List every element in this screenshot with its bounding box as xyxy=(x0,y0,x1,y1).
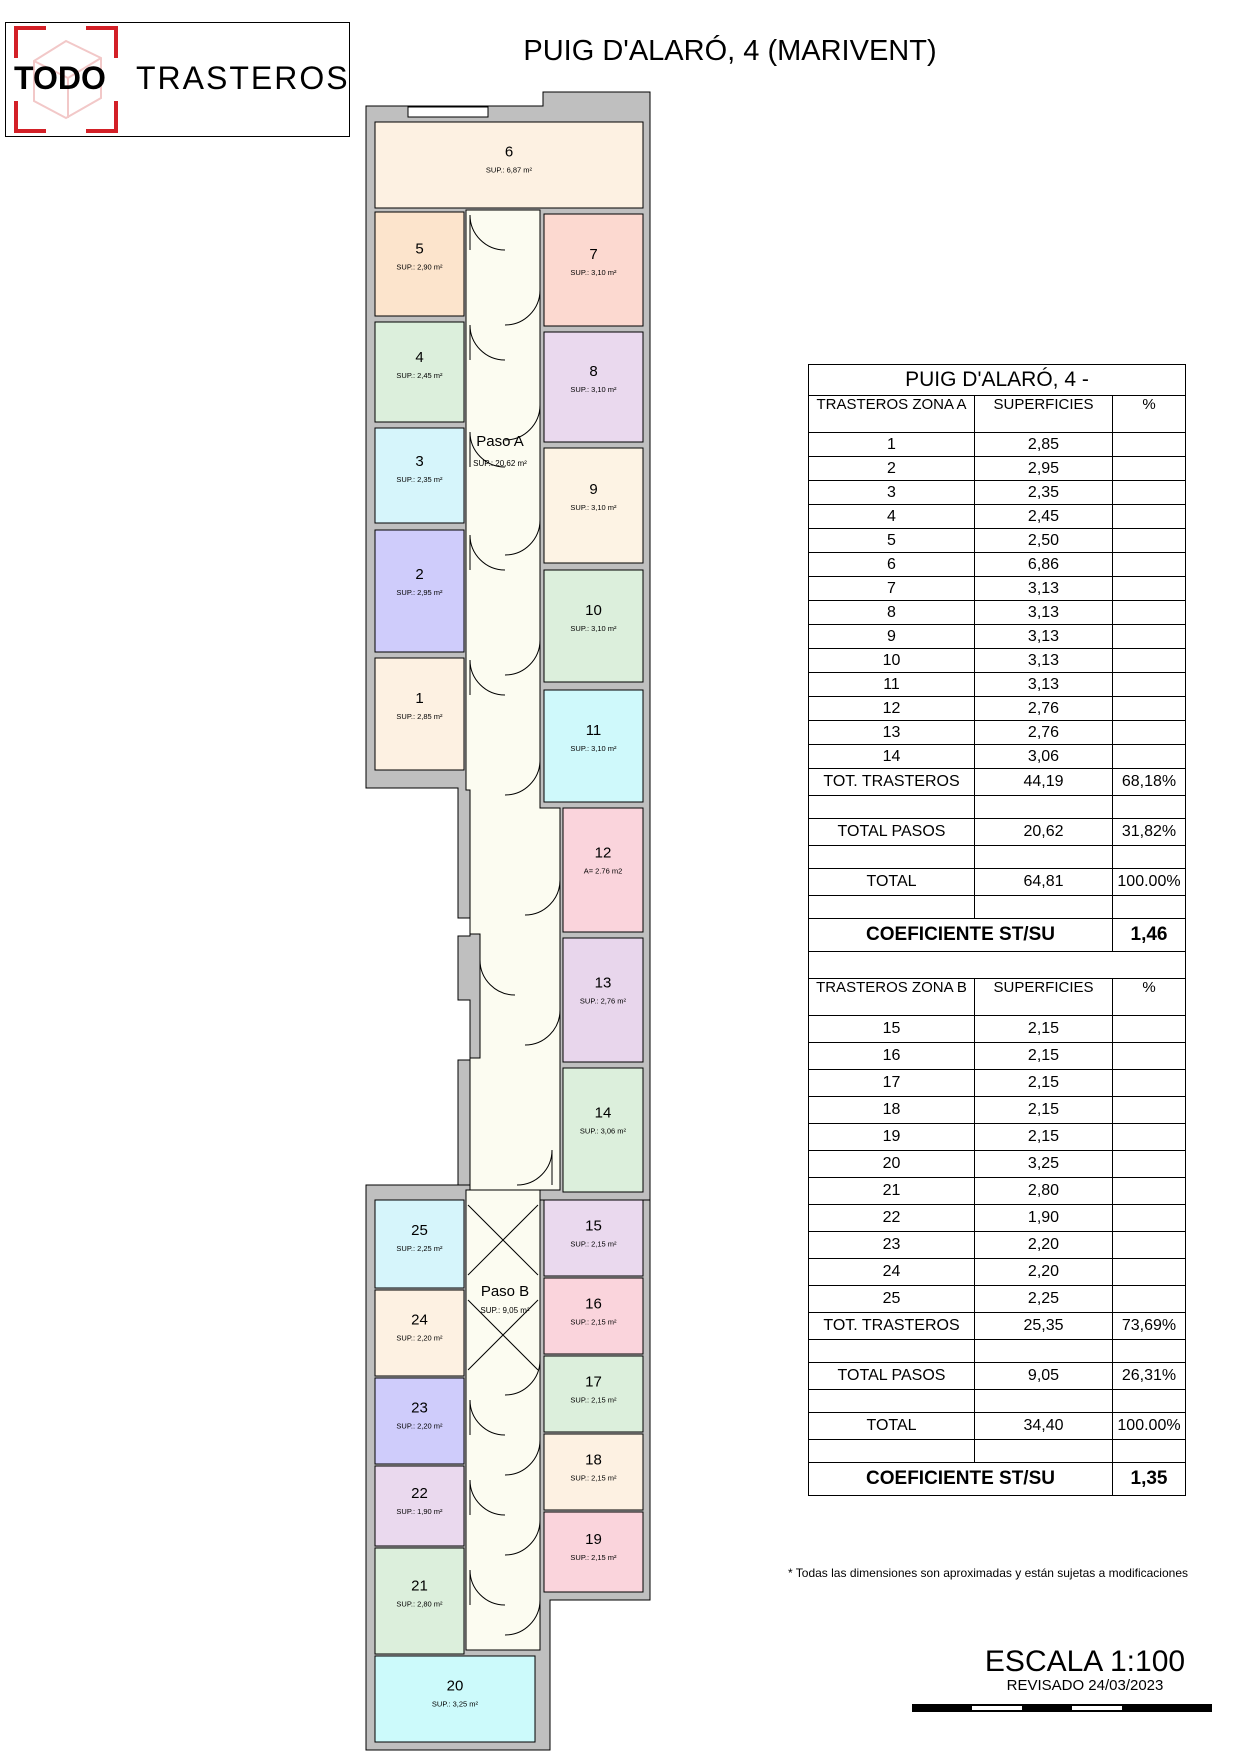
blank-cell xyxy=(975,1440,1113,1463)
blank-cell xyxy=(1113,1340,1186,1363)
total-percent: 100.00% xyxy=(1113,1413,1186,1440)
cell-percent xyxy=(1113,1259,1186,1286)
cell-surface: 3,13 xyxy=(975,601,1113,625)
room-area-2: SUP.: 2,95 m² xyxy=(396,587,443,597)
room-number-18: 18 xyxy=(585,1451,602,1469)
cell-percent xyxy=(1113,1097,1186,1124)
table-row xyxy=(809,457,1186,481)
room-area-14: SUP.: 3,06 m² xyxy=(579,1126,627,1136)
cell-unit: 5 xyxy=(809,529,975,553)
cell-percent xyxy=(1113,745,1186,769)
table-row xyxy=(809,1286,1186,1313)
cell-surface: 3,25 xyxy=(975,1151,1113,1178)
room-number-7: 7 xyxy=(589,245,598,263)
table-row xyxy=(809,721,1186,745)
cell-percent xyxy=(1113,481,1186,505)
cell-unit: 8 xyxy=(809,601,975,625)
storage-room-18 xyxy=(544,1434,643,1510)
paso-b-label: Paso B xyxy=(480,1283,530,1300)
total-pasos-percent: 31,82% xyxy=(1113,819,1186,846)
blank-cell xyxy=(1113,896,1186,919)
room-area-3: SUP.: 2,35 m² xyxy=(396,475,443,484)
table-row xyxy=(809,529,1186,553)
room-area-6: SUP.: 6,87 m² xyxy=(485,165,533,175)
cell-surface: 3,13 xyxy=(975,577,1113,601)
room-number-21: 21 xyxy=(411,1577,428,1595)
corridor-paso-b xyxy=(466,1190,540,1650)
coefficient-value: 1,46 xyxy=(1113,919,1186,952)
blank-cell xyxy=(975,1390,1113,1413)
room-area-1: SUP.: 2,85 m² xyxy=(396,711,443,721)
cell-unit: 14 xyxy=(809,745,975,769)
cell-surface: 2,15 xyxy=(975,1016,1113,1043)
room-area-15: SUP.: 2,15 m² xyxy=(570,1239,617,1249)
cell-percent xyxy=(1113,649,1186,673)
cell-percent xyxy=(1113,433,1186,457)
coefficient-label: COEFICIENTE ST/SU xyxy=(809,1463,1113,1496)
table-row xyxy=(809,625,1186,649)
blank-cell xyxy=(975,846,1113,869)
cell-percent xyxy=(1113,625,1186,649)
cell-surface: 2,15 xyxy=(975,1070,1113,1097)
total-label: TOTAL xyxy=(809,869,975,896)
cell-surface: 3,13 xyxy=(975,649,1113,673)
header-zone: TRASTEROS ZONA A xyxy=(809,396,975,433)
logo-brand-light: TRASTEROS xyxy=(136,60,349,96)
blank-cell xyxy=(1113,1390,1186,1413)
room-area-10: SUP.: 3,10 m² xyxy=(570,623,617,633)
cell-percent xyxy=(1113,577,1186,601)
room-number-10: 10 xyxy=(585,601,602,619)
total-label: TOTAL xyxy=(809,1413,975,1440)
cell-percent xyxy=(1113,721,1186,745)
blank-cell xyxy=(809,846,975,869)
cell-surface: 3,13 xyxy=(975,673,1113,697)
room-number-15: 15 xyxy=(585,1217,602,1235)
room-area-18: SUP.: 2,15 m² xyxy=(570,1473,617,1483)
room-number-23: 23 xyxy=(411,1399,428,1417)
coefficient-value: 1,35 xyxy=(1113,1463,1186,1496)
cell-surface: 2,20 xyxy=(975,1259,1113,1286)
room-area-17: SUP.: 2,15 m² xyxy=(570,1395,617,1405)
cell-unit: 2 xyxy=(809,457,975,481)
room-number-24: 24 xyxy=(411,1311,428,1329)
table-row xyxy=(809,1205,1186,1232)
table-row xyxy=(809,1259,1186,1286)
room-area-5: SUP.: 2,90 m² xyxy=(396,262,443,272)
blank-cell xyxy=(975,896,1113,919)
cell-surface: 2,95 xyxy=(975,457,1113,481)
spacer xyxy=(809,952,1186,979)
scale-label: ESCALA 1:100 xyxy=(984,1645,1186,1678)
table-row xyxy=(809,601,1186,625)
cell-surface: 2,76 xyxy=(975,721,1113,745)
storage-room-19 xyxy=(544,1512,643,1592)
cell-surface: 3,06 xyxy=(975,745,1113,769)
cell-percent xyxy=(1113,1070,1186,1097)
cell-unit: 22 xyxy=(809,1205,975,1232)
surfaces-table xyxy=(808,364,1186,1496)
room-number-16: 16 xyxy=(585,1295,602,1313)
total-pasos-value: 20,62 xyxy=(975,819,1113,846)
room-number-1: 1 xyxy=(415,689,424,707)
table-row xyxy=(809,697,1186,721)
room-number-17: 17 xyxy=(585,1373,602,1391)
table-row xyxy=(809,481,1186,505)
cell-surface: 3,13 xyxy=(975,625,1113,649)
cell-surface: 2,25 xyxy=(975,1286,1113,1313)
cell-surface: 6,86 xyxy=(975,553,1113,577)
table-row xyxy=(809,433,1186,457)
zone-b-body xyxy=(809,979,1186,1496)
tot-trasteros-label: TOT. TRASTEROS xyxy=(809,1313,975,1340)
room-area-21: SUP.: 2,80 m² xyxy=(396,1599,443,1609)
total-pasos-label: TOTAL PASOS xyxy=(809,1363,975,1390)
cell-unit: 24 xyxy=(809,1259,975,1286)
cell-unit: 12 xyxy=(809,697,975,721)
cell-percent xyxy=(1113,457,1186,481)
cell-unit: 4 xyxy=(809,505,975,529)
cell-percent xyxy=(1113,1232,1186,1259)
total-pasos-percent: 26,31% xyxy=(1113,1363,1186,1390)
cell-unit: 23 xyxy=(809,1232,975,1259)
total-pasos-value: 9,05 xyxy=(975,1363,1113,1390)
cell-unit: 16 xyxy=(809,1043,975,1070)
cell-percent xyxy=(1113,601,1186,625)
table-row xyxy=(809,1043,1186,1070)
revised-date: REVISADO 24/03/2023 xyxy=(1006,1677,1164,1694)
cell-surface: 1,90 xyxy=(975,1205,1113,1232)
blank-cell xyxy=(809,1440,975,1463)
zone-a-body xyxy=(809,396,1186,952)
cell-unit: 21 xyxy=(809,1178,975,1205)
cell-surface: 2,50 xyxy=(975,529,1113,553)
room-number-20: 20 xyxy=(446,1677,464,1695)
cell-unit: 1 xyxy=(809,433,975,457)
room-area-22: SUP.: 1,90 m² xyxy=(396,1507,443,1516)
cell-unit: 19 xyxy=(809,1124,975,1151)
total-value: 64,81 xyxy=(975,869,1113,896)
disclaimer-note: * Todas las dimensiones son aproximadas y están sujetas a modificaciones xyxy=(788,1566,1188,1580)
room-area-25: SUP.: 2,25 m² xyxy=(396,1244,443,1254)
room-number-8: 8 xyxy=(589,363,598,380)
blank-cell xyxy=(1113,846,1186,869)
cell-surface: 2,45 xyxy=(975,505,1113,529)
cell-surface: 2,15 xyxy=(975,1043,1113,1070)
cell-unit: 9 xyxy=(809,625,975,649)
blank-cell xyxy=(975,1340,1113,1363)
cell-surface: 2,35 xyxy=(975,481,1113,505)
table-row xyxy=(809,1124,1186,1151)
cell-percent xyxy=(1113,553,1186,577)
room-area-4: SUP.: 2,45 m² xyxy=(396,371,443,380)
cell-surface: 2,20 xyxy=(975,1232,1113,1259)
room-area-9: SUP.: 3,10 m² xyxy=(570,503,617,512)
paso-b-area: SUP.: 9,05 m² xyxy=(480,1306,530,1315)
page-title: PUIG D'ALARÓ, 4 (MARIVENT) xyxy=(523,35,937,67)
cell-unit: 15 xyxy=(809,1016,975,1043)
storage-room-17 xyxy=(544,1356,643,1432)
cell-surface: 2,80 xyxy=(975,1178,1113,1205)
cell-unit: 3 xyxy=(809,481,975,505)
room-area-16: SUP.: 2,15 m² xyxy=(570,1317,617,1327)
blank-cell xyxy=(1113,796,1186,819)
cell-percent xyxy=(1113,1151,1186,1178)
cell-unit: 17 xyxy=(809,1070,975,1097)
room-number-25: 25 xyxy=(411,1222,428,1240)
cell-percent xyxy=(1113,697,1186,721)
room-number-4: 4 xyxy=(415,349,424,366)
room-area-8: SUP.: 3,10 m² xyxy=(570,385,617,394)
coefficient-label: COEFICIENTE ST/SU xyxy=(809,919,1113,952)
room-area-23: SUP.: 2,20 m² xyxy=(396,1421,443,1431)
room-number-6: 6 xyxy=(504,143,514,161)
cell-percent xyxy=(1113,529,1186,553)
storage-room-16 xyxy=(544,1278,643,1354)
cell-unit: 11 xyxy=(809,673,975,697)
paso-a-area: SUP.: 20,62 m² xyxy=(473,459,527,468)
cell-unit: 18 xyxy=(809,1097,975,1124)
room-number-11: 11 xyxy=(585,721,602,739)
room-area-20: SUP.: 3,25 m² xyxy=(431,1699,479,1709)
table-row xyxy=(809,505,1186,529)
room-number-2: 2 xyxy=(415,565,424,583)
room-number-12: 12 xyxy=(594,844,612,862)
cell-unit: 6 xyxy=(809,553,975,577)
header-percent: % xyxy=(1113,396,1186,433)
cell-percent xyxy=(1113,1286,1186,1313)
cell-percent xyxy=(1113,1016,1186,1043)
paso-a-label: Paso A xyxy=(476,433,524,450)
cell-unit: 20 xyxy=(809,1151,975,1178)
blank-cell xyxy=(809,1340,975,1363)
cell-unit: 25 xyxy=(809,1286,975,1313)
room-number-13: 13 xyxy=(594,974,612,992)
scale-block xyxy=(960,1645,1210,1694)
tot-trasteros-value: 25,35 xyxy=(975,1313,1113,1340)
blank-cell xyxy=(809,1390,975,1413)
header-zone: TRASTEROS ZONA B xyxy=(809,979,975,1016)
total-pasos-label: TOTAL PASOS xyxy=(809,819,975,846)
scale-bar xyxy=(912,1704,1212,1714)
storage-room-15 xyxy=(544,1200,643,1276)
room-number-22: 22 xyxy=(411,1485,428,1502)
cell-unit: 7 xyxy=(809,577,975,601)
header-surfaces: SUPERFICIES xyxy=(975,396,1113,433)
table-row xyxy=(809,1178,1186,1205)
table-row xyxy=(809,649,1186,673)
total-value: 34,40 xyxy=(975,1413,1113,1440)
table-row xyxy=(809,1016,1186,1043)
tot-trasteros-value: 44,19 xyxy=(975,769,1113,796)
table-row xyxy=(809,1097,1186,1124)
cell-surface: 2,15 xyxy=(975,1124,1113,1151)
total-percent: 100.00% xyxy=(1113,869,1186,896)
room-area-11: SUP.: 3,10 m² xyxy=(570,743,617,753)
room-area-7: SUP.: 3,10 m² xyxy=(570,267,617,277)
table-row xyxy=(809,745,1186,769)
table-row xyxy=(809,1070,1186,1097)
table-row xyxy=(809,1232,1186,1259)
cell-unit: 10 xyxy=(809,649,975,673)
header-surfaces: SUPERFICIES xyxy=(975,979,1113,1016)
table-row xyxy=(809,673,1186,697)
cell-percent xyxy=(1113,673,1186,697)
cell-percent xyxy=(1113,1178,1186,1205)
blank-cell xyxy=(809,796,975,819)
header-percent: % xyxy=(1113,979,1186,1016)
table-title: PUIG D'ALARÓ, 4 - xyxy=(809,365,1186,396)
blank-cell xyxy=(975,796,1113,819)
room-area-24: SUP.: 2,20 m² xyxy=(396,1333,443,1343)
window xyxy=(408,107,488,117)
room-number-14: 14 xyxy=(594,1104,612,1122)
tot-trasteros-label: TOT. TRASTEROS xyxy=(809,769,975,796)
cell-unit: 13 xyxy=(809,721,975,745)
cell-percent xyxy=(1113,1124,1186,1151)
room-number-3: 3 xyxy=(415,453,424,470)
tot-trasteros-percent: 68,18% xyxy=(1113,769,1186,796)
cell-surface: 2,85 xyxy=(975,433,1113,457)
cell-percent xyxy=(1113,505,1186,529)
room-number-19: 19 xyxy=(585,1531,602,1548)
room-area-12: A= 2.76 m2 xyxy=(583,866,623,876)
table-row xyxy=(809,577,1186,601)
table-row xyxy=(809,1151,1186,1178)
room-number-5: 5 xyxy=(415,240,424,258)
storage-room-22 xyxy=(375,1466,464,1546)
cell-percent xyxy=(1113,1043,1186,1070)
blank-cell xyxy=(1113,1440,1186,1463)
table-row xyxy=(809,553,1186,577)
blank-cell xyxy=(809,896,975,919)
room-number-9: 9 xyxy=(589,481,598,498)
room-area-13: SUP.: 2,76 m² xyxy=(579,996,627,1006)
cell-surface: 2,76 xyxy=(975,697,1113,721)
tot-trasteros-percent: 73,69% xyxy=(1113,1313,1186,1340)
room-area-19: SUP.: 2,15 m² xyxy=(570,1553,617,1562)
logo-brand-bold: TODO xyxy=(14,60,106,96)
cell-percent xyxy=(1113,1205,1186,1232)
cell-surface: 2,15 xyxy=(975,1097,1113,1124)
